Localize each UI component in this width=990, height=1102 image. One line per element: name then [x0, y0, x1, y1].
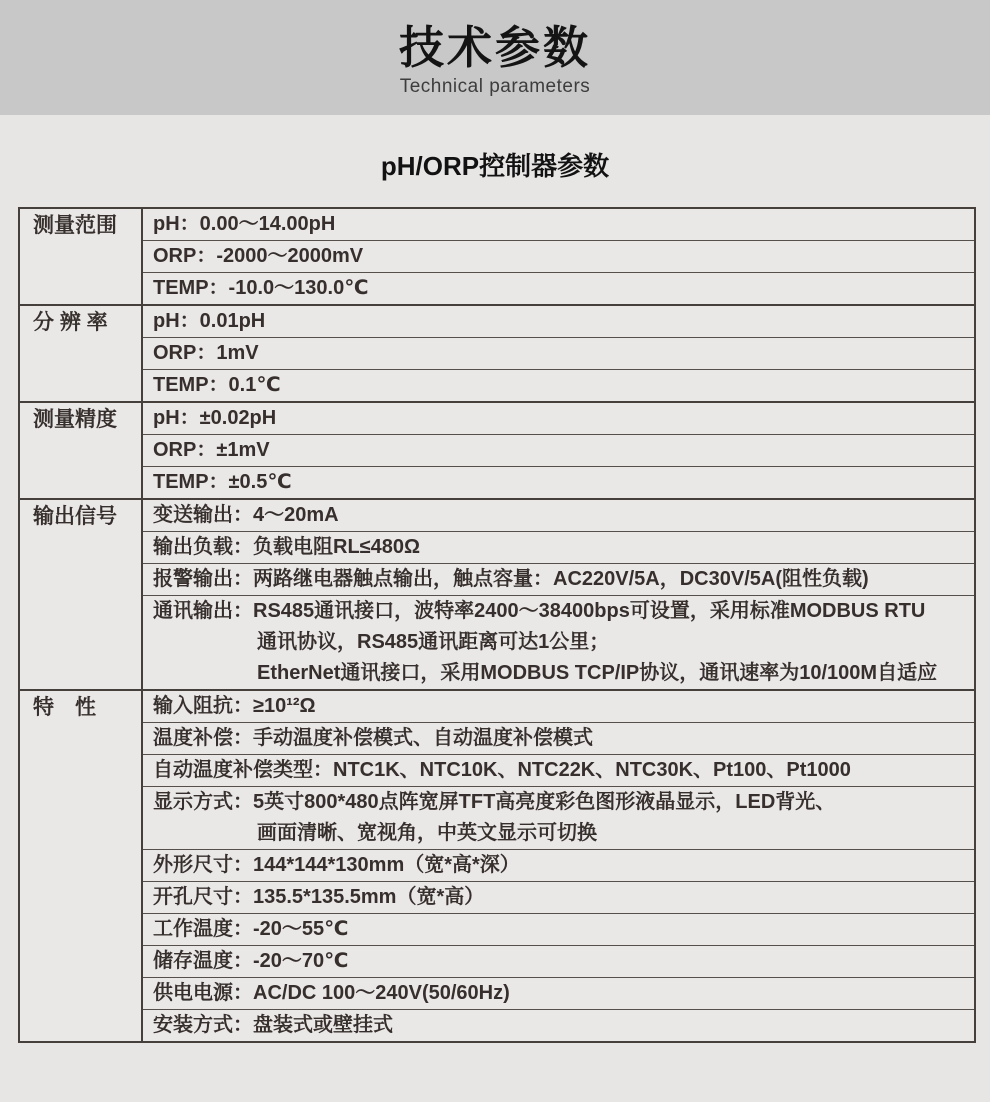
spec-line: 显示方式：5英寸800*480点阵宽屏TFT高亮度彩色图形液晶显示，LED背光、 — [153, 791, 836, 813]
spec-line: 开孔尺寸：135.5*135.5mm（宽*高） — [153, 886, 485, 908]
spec-table — [18, 207, 976, 1043]
spec-row — [143, 691, 974, 722]
spec-group-0 — [20, 209, 974, 304]
spec-row — [143, 754, 974, 786]
spec-line: 变送输出：4～20mA — [153, 504, 339, 526]
spec-line: ORP：-2000～2000mV — [153, 245, 364, 267]
spec-group-rows — [143, 403, 974, 498]
spec-line: 温度补偿：手动温度补偿模式、自动温度补偿模式 — [153, 727, 593, 749]
spec-line: 储存温度：-20～70℃ — [153, 950, 349, 972]
spec-line: 输出负载：负载电阻RL≤480Ω — [153, 536, 421, 558]
spec-row — [143, 306, 974, 337]
spec-group-2 — [20, 401, 974, 498]
spec-line: 画面清晰、宽视角，中英文显示可切换 — [257, 822, 597, 844]
header-banner — [0, 0, 990, 115]
spec-line: 通讯输出：RS485通讯接口，波特率2400～38400bps可设置，采用标准MODBUS RTU — [153, 600, 926, 622]
spec-group-label: 测量精度 — [20, 403, 143, 498]
spec-line: ORP：1mV — [153, 342, 259, 364]
spec-group-1 — [20, 304, 974, 401]
spec-row — [143, 272, 974, 304]
spec-row — [143, 786, 974, 849]
section-title: pH/ORP控制器参数 — [380, 151, 610, 181]
spec-line: 外形尺寸：144*144*130mm（宽*高*深） — [153, 854, 520, 876]
spec-row — [143, 881, 974, 913]
page-subtitle: Technical parameters — [399, 75, 591, 97]
spec-row — [143, 240, 974, 272]
spec-row — [143, 337, 974, 369]
spec-line: 通讯协议，RS485通讯距离可达1公里； — [257, 631, 610, 653]
spec-row — [143, 913, 974, 945]
spec-line: 输入阻抗：≥10¹²Ω — [153, 695, 316, 717]
spec-line: TEMP：-10.0～130.0℃ — [153, 277, 369, 299]
spec-row — [143, 531, 974, 563]
spec-line: EtherNet通讯接口，采用MODBUS TCP/IP协议，通讯速率为10/100M自适应 — [257, 662, 938, 684]
spec-line: pH：±0.02pH — [153, 407, 277, 429]
spec-group-4 — [20, 689, 974, 1041]
spec-line: 自动温度补偿类型：NTC1K、NTC10K、NTC22K、NTC30K、Pt100、Pt1000 — [153, 759, 851, 781]
spec-row — [143, 722, 974, 754]
spec-row — [143, 945, 974, 977]
spec-row — [143, 563, 974, 595]
spec-line: 供电电源：AC/DC 100～240V(50/60Hz) — [153, 982, 510, 1004]
spec-group-label: 特 性 — [20, 691, 143, 1041]
spec-line: ORP：±1mV — [153, 439, 270, 461]
spec-group-3 — [20, 498, 974, 689]
spec-line: 报警输出：两路继电器触点输出，触点容量：AC220V/5A，DC30V/5A(阻性负载) — [153, 568, 869, 590]
spec-line: pH：0.00～14.00pH — [153, 213, 336, 235]
spec-group-label: 输出信号 — [20, 500, 143, 689]
page-title: 技术参数 — [398, 22, 591, 74]
spec-group-label: 测量范围 — [20, 209, 143, 304]
spec-group-rows — [143, 691, 974, 1041]
spec-group-rows — [143, 500, 974, 689]
spec-row — [143, 403, 974, 434]
spec-group-rows — [143, 306, 974, 401]
spec-line: TEMP：0.1℃ — [153, 374, 281, 396]
spec-line: 安装方式：盘装式或壁挂式 — [153, 1014, 393, 1036]
spec-row — [143, 369, 974, 401]
spec-row — [143, 977, 974, 1009]
spec-row — [143, 209, 974, 240]
spec-line: TEMP：±0.5℃ — [153, 471, 292, 493]
spec-row — [143, 434, 974, 466]
spec-line: pH：0.01pH — [153, 310, 266, 332]
spec-group-label: 分 辨 率 — [20, 306, 143, 401]
spec-row — [143, 500, 974, 531]
spec-group-rows — [143, 209, 974, 304]
spec-row — [143, 466, 974, 498]
spec-line: 工作温度：-20～55℃ — [153, 918, 349, 940]
spec-row — [143, 595, 974, 689]
spec-row — [143, 849, 974, 881]
spec-row — [143, 1009, 974, 1041]
